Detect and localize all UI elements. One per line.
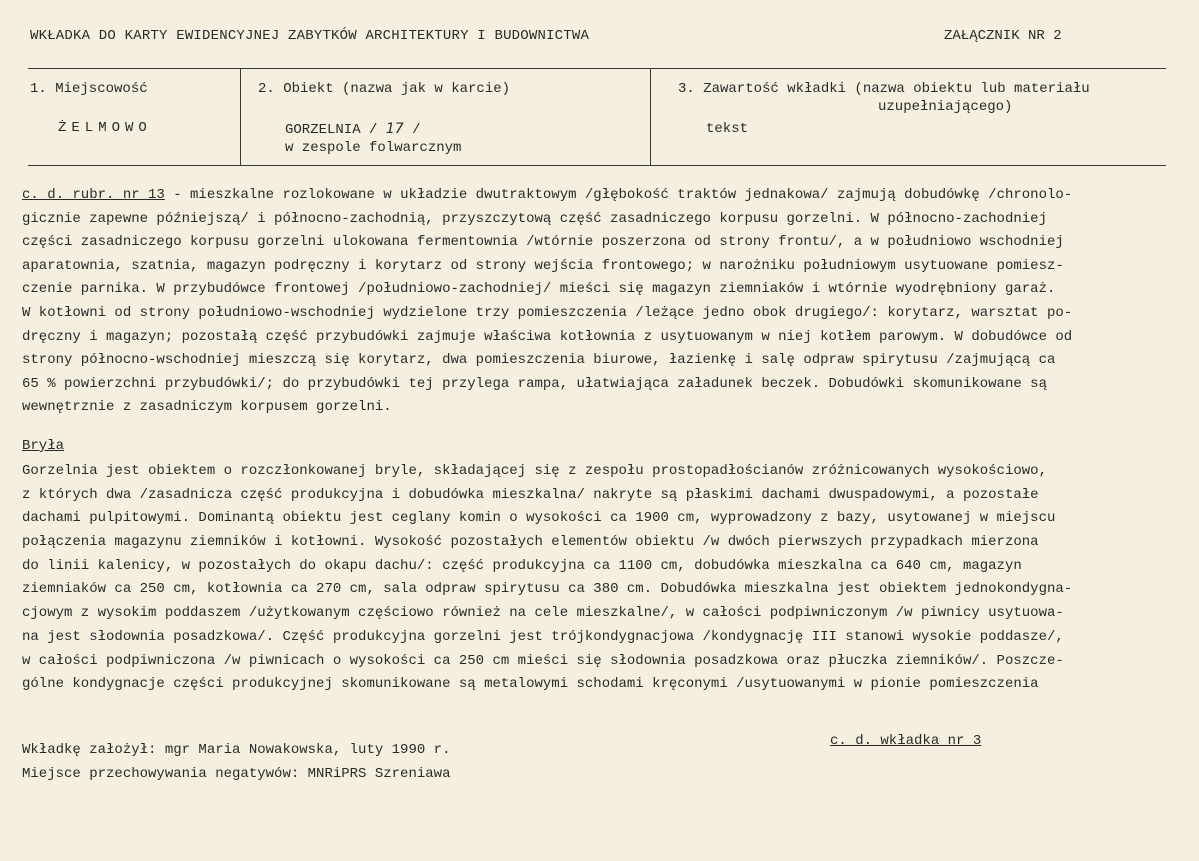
content-label-line2: uzupełniającego)	[878, 99, 1013, 115]
content-value: tekst	[706, 121, 749, 137]
text-line: w całości podpiwniczona /w piwnicach o wysokości ca 250 cm mieści się słodownia posadzkowa oraz płuczka ziemników/. Poszcze-	[22, 652, 1064, 669]
object-name-suffix: /	[412, 122, 421, 138]
header-rule-bottom	[28, 165, 1166, 166]
locality-label: 1. Miejscowość	[30, 81, 148, 97]
text-line: gólne kondygnacje części produkcyjnej skomunikowane są metalowymi schodami kręconymi /usytuowanymi w pionie pomieszczenia	[22, 676, 1039, 693]
text-line: W kotłowni od strony południowo-wschodniej wydzielone trzy pomieszczenia /leżące jedno obok drugiego/: korytarz, warsztat po-	[22, 304, 1073, 321]
author-line: Wkładkę założył: mgr Maria Nowakowska, luty 1990 r.	[22, 742, 451, 758]
continuation-reference: c. d. wkładka nr 3	[830, 733, 982, 749]
object-label: 2. Obiekt (nazwa jak w karcie)	[258, 81, 511, 97]
text-line: na jest słodownia posadzkowa/. Część produkcyjna gorzelni jest trójkondygnacjowa /kondygnację III stanowi wysokie poddasze/,	[22, 628, 1064, 645]
object-number-handwritten: 17	[385, 121, 404, 137]
attachment-number: ZAŁĄCZNIK NR 2	[944, 28, 1062, 44]
text-line: dachami pulpitowymi. Dominantą obiektu jest ceglany komin o wysokości ca 1900 cm, wyprowadzony z bazy, usytowanej w miejscu	[22, 510, 1056, 527]
text-line: aparatownia, szatnia, magazyn podręczny i korytarz od strony wejścia frontowego; w narożniku południowym usytuowane pomiesz-	[22, 257, 1064, 274]
column-separator-1	[240, 69, 241, 165]
rubric-reference: c. d. rubr. nr 13	[22, 187, 165, 203]
text-line: strony północno-wschodniej mieszczą się korytarz, dwa pomieszczenia biurowe, łazienkę i salę odpraw spirytusu /zajmującą ca	[22, 352, 1056, 369]
section-bryla-text	[22, 460, 1182, 697]
text-line: połączenia magazynu ziemników i kotłowni. Wysokość pozostałych elementów obiektu /w dwóch pierwszych przypadkach mierzona	[22, 534, 1039, 551]
locality-value: ŻELMOWO	[58, 120, 152, 136]
object-value	[285, 120, 461, 157]
text-line: ziemniaków ca 250 cm, kotłownia ca 270 cm, sala odpraw spirytusu ca 380 cm. Dobudówka mieszkalna jest obiektem jednokondygna-	[22, 581, 1073, 598]
text-line: Gorzelnia jest obiektem o rozczłonkowanej bryle, składającej się z zespołu prostopadłościanów zróżnicowanych wysokościowo,	[22, 463, 1047, 479]
text-line: gicznie zapewne późniejszą/ i północno-zachodnią, przyszczytową część zasadniczego korpusu gorzelni. W północno-zachodniej	[22, 210, 1047, 227]
negatives-location: Miejsce przechowywania negatywów: MNRiPRS Szreniawa	[22, 766, 451, 782]
document-title: WKŁADKA DO KARTY EWIDENCYJNEJ ZABYTKÓW ARCHITEKTURY I BUDOWNICTWA	[30, 28, 590, 44]
text-line: z których dwa /zasadnicza część produkcyjna i dobudówka mieszkalna/ nakryte są płaskimi dachami dwuspadowymi, a pozostałe	[22, 486, 1039, 503]
section-heading-bryla: Bryła	[22, 438, 65, 454]
column-separator-2	[650, 69, 651, 165]
text-line: do linii kalenicy, w pozostałych do okapu dachu/: część produkcyjna ca 1100 cm, dobudówka mieszkalna ca 640 cm, magazyn	[22, 557, 1022, 574]
section-continuation-text	[22, 184, 1172, 420]
text-line: części zasadniczego korpusu gorzelni ulokowana fermentownia /wtórnie poszerzona od strony frontu/, a w południowo wschodniej	[22, 234, 1064, 251]
footer-info	[22, 738, 450, 786]
text-line: czenie parnika. W przybudówce frontowej /południowo-zachodniej/ mieści się magazyn ziemniaków i wtórnie wyodrębniony garaż.	[22, 281, 1056, 298]
text-line: c. d. rubr. nr 13 - mieszkalne rozlokowane w układzie dwutraktowym /głębokość traktów jednakowa/ zajmują dobudówkę /chronolo-	[22, 187, 1073, 203]
text-line: 65 % powierzchni przybudówki/; do przybudówki tej przylega rampa, ułatwiająca załadunek beczek. Dobudówki skomunikowane są	[22, 375, 1047, 392]
header-rule-top	[28, 68, 1166, 69]
text-line: dręczny i magazyn; pozostałą część przybudówki zajmuje właściwa kotłownia z usytuowanym w niej kotłem parowym. W dobudówce od	[22, 328, 1073, 345]
text-line: wewnętrznie z zasadniczym korpusem gorzelni.	[22, 399, 392, 416]
object-name: GORZELNIA /	[285, 122, 378, 138]
text-line: cjowym z wysokim poddaszem /użytkowanym częściowo również na cele mieszkalne/, w całości podpiwniczonym /w piwnicy usytuowa-	[22, 605, 1064, 622]
object-context: w zespole folwarcznym	[285, 140, 462, 156]
content-label-line1: 3. Zawartość wkładki (nazwa obiektu lub materiału	[678, 81, 1090, 97]
content-label	[678, 80, 1148, 116]
